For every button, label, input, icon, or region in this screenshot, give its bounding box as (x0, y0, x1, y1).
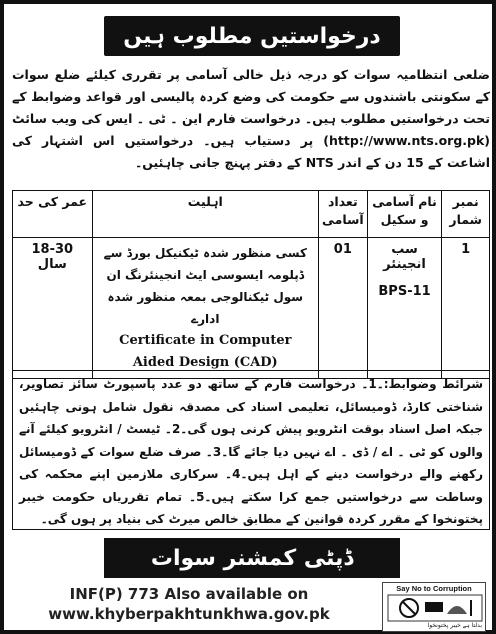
inf-reference: INF(P) 773 Also available on (69, 585, 309, 603)
table-row (13, 238, 490, 379)
say-no-to-corruption-logo (382, 582, 486, 632)
intro-paragraph (12, 64, 490, 172)
page-title: درخواستیں مطلوب ہیں (123, 23, 381, 49)
header-banner (104, 16, 400, 56)
qualification-english-1: Certificate in Computer (119, 333, 292, 348)
intro-text-2: پر دستیاب ہیں۔ درخواستیں اس اشتہار کی اشاعت کے 15 دن کے اندر NTS کے دفتر پہنچ جانی چاہئیں۔ (12, 133, 490, 170)
qualification-english-2: Aided Design (CAD) (132, 355, 278, 370)
qualification-urdu: کسی منظور شدہ ٹیکنیکل بورڈ سے ڈپلومہ ایسوسی ایٹ انجینئرنگ ان سول ٹیکنالوجی بمعہ منظور شدہ ادارے (103, 246, 307, 326)
logo-caption: بدلتا ہے خیبر پختونخوا (427, 622, 482, 629)
header-count: تعداد آسامی (319, 191, 368, 238)
logo-slogan: Say No to Corruption (396, 584, 472, 593)
terms-and-conditions (12, 370, 490, 530)
footer-reference (24, 584, 354, 624)
cell-count: 01 (319, 238, 368, 379)
terms-text: شرائط وضوابط:۔1۔ درخواست فارم کے ساتھ دو عدد پاسپورٹ سائز تصاویر، شناختی کارڈ، ڈومیسائل، تعلیمی اسناد کی مصدقہ نقول شامل ہونی چاہئیں جبکہ اصل اسناد بوقت انٹرویو پیش کرنی ہوں گی۔2۔ ٹیسٹ / انٹرویو کیلئے آنے والوں کو ٹی ۔ اے / ڈی ۔ اے نہیں دیا جائے گا۔3۔ صرف ضلع سوات کے ڈومیسائل رکھنے والے درخواست دینے کے اہل ہیں۔4۔ سرکاری ملازمین اپنے محکمہ کی وساطت سے درخواستیں جمع کرا سکتے ہیں۔5۔ تمام تقرریاں حکومت خیبر پختونخوا کے مقرر کردہ قوانین کے مطابق خالص میرٹ کی بنیاد پر ہوں گی۔ (19, 377, 484, 526)
nts-website-link[interactable]: (http://www.nts.org.pk) (323, 133, 491, 148)
header-post: نام آسامی و سکیل (367, 191, 442, 238)
header-qualification: اہلیت (92, 191, 318, 238)
deputy-commissioner-title: ڈپٹی کمشنر سوات (150, 545, 354, 571)
post-name: سب انجینئر (383, 242, 426, 272)
posts-table (12, 190, 490, 379)
post-scale: BPS-11 (378, 284, 431, 299)
no-corruption-icon (387, 594, 483, 622)
table-header-row (13, 191, 490, 238)
header-serial: نمبر شمار (442, 191, 490, 238)
cell-age: 18-30 سال (13, 238, 93, 379)
intro-text-1: ضلعی انتظامیہ سوات کو درجہ ذیل خالی آسامی پر تقرری کیلئے ضلع سوات کے سکونتی باشندوں سے حکومت کی وضع کردہ پالیسی اور قواعد وضوابط کے تحت درخواستیں مطلوب ہیں۔ درخواست فارم این ۔ ٹی ۔ ایس کی ویب سائٹ (12, 67, 490, 126)
cell-serial: 1 (442, 238, 490, 379)
header-age: عمر کی حد (13, 191, 93, 238)
cell-qualification (92, 238, 318, 379)
cell-post (367, 238, 442, 379)
government-website-link[interactable]: www.khyberpakhtunkhwa.gov.pk (48, 605, 330, 623)
signature-banner (104, 538, 400, 578)
